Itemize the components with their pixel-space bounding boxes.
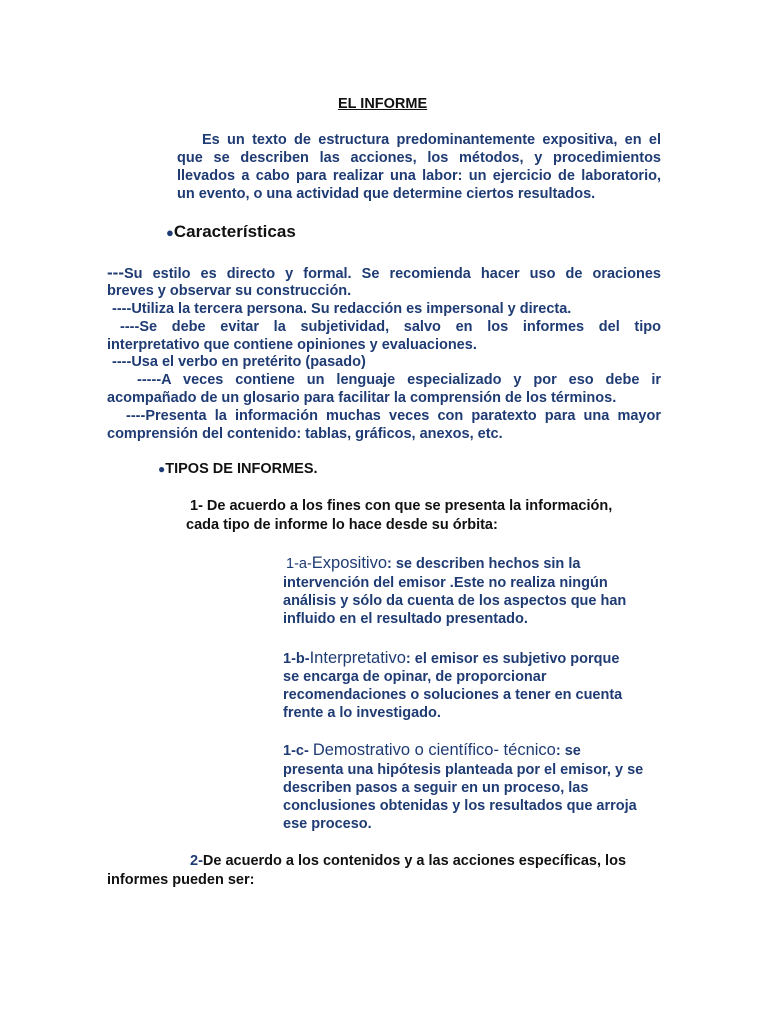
tipo-a-line: influido en el resultado presentado. <box>283 611 528 627</box>
bullet-icon: ● <box>166 225 174 240</box>
contenidos-line: 2-De acuerdo a los contenidos y a las acciones específicas, los <box>190 853 627 869</box>
page-title: EL INFORME <box>338 96 428 112</box>
intro-line: que se describen las acciones, los métodos, y procedimientos <box>177 150 661 166</box>
list-item: acompañado de un glosario para facilitar la comprensión de los términos. <box>107 390 617 406</box>
intro-line: un evento, o una actividad que determine ciertos resultados. <box>177 186 596 202</box>
list-item: interpretativo que contiene opiniones y evaluaciones. <box>107 337 477 353</box>
tipo-c-line: presenta una hipótesis planteada por el emisor, y se <box>283 762 644 778</box>
list-item: -----A veces contiene un lenguaje especializado y por eso debe ir <box>137 372 661 388</box>
intro-line: Es un texto de estructura predominantemente expositiva, en el <box>202 132 661 148</box>
list-item: breves y observar su construcción. <box>107 283 352 299</box>
tipo-c-line: 1-c- Demostrativo o científico- técnico: se <box>283 741 581 759</box>
bullet-icon: ● <box>158 462 166 476</box>
tipo-c-line: conclusiones obtenidas y los resultados que arroja <box>283 798 637 814</box>
tipo-a-line: intervención del emisor .Este no realiza ningún <box>283 575 608 591</box>
list-item: comprensión del contenido: tablas, gráficos, anexos, etc. <box>107 426 503 442</box>
list-item: ----Usa el verbo en pretérito (pasado) <box>112 354 366 370</box>
contenidos-line: informes pueden ser: <box>107 872 255 888</box>
list-item: ----Se debe evitar la subjetividad, salvo en los informes del tipo <box>120 319 661 335</box>
list-item: ----Utiliza la tercera persona. Su redacción es impersonal y directa. <box>112 301 572 317</box>
fines-line: 1- De acuerdo a los fines con que se presenta la información, <box>190 498 613 514</box>
caracteristicas-heading: ●Características <box>166 222 296 241</box>
fines-line: cada tipo de informe lo hace desde su órbita: <box>186 517 498 533</box>
tipo-b-line: frente a lo investigado. <box>283 705 441 721</box>
tipo-c-line: describen pasos a seguir en un proceso, las <box>283 780 589 796</box>
tipo-b-line: se encarga de opinar, de proporcionar <box>283 669 547 685</box>
intro-line: llevados a cabo para realizar una labor: un ejercicio de laboratorio, <box>177 168 661 184</box>
tipo-a-line: análisis y sólo da cuenta de los aspectos que han <box>283 593 627 609</box>
tipos-heading: ●TIPOS DE INFORMES. <box>158 461 318 477</box>
tipo-a-line: 1-a-Expositivo: se describen hechos sin la <box>286 554 581 572</box>
tipo-b-line: recomendaciones o soluciones a tener en cuenta <box>283 687 623 703</box>
list-item: ----Presenta la información muchas veces con paratexto para una mayor <box>126 408 661 424</box>
list-item: ---Su estilo es directo y formal. Se recomienda hacer uso de oraciones <box>107 263 661 282</box>
tipo-c-line: ese proceso. <box>283 816 372 832</box>
tipo-b-line: 1-b-Interpretativo: el emisor es subjetivo porque <box>283 649 620 667</box>
